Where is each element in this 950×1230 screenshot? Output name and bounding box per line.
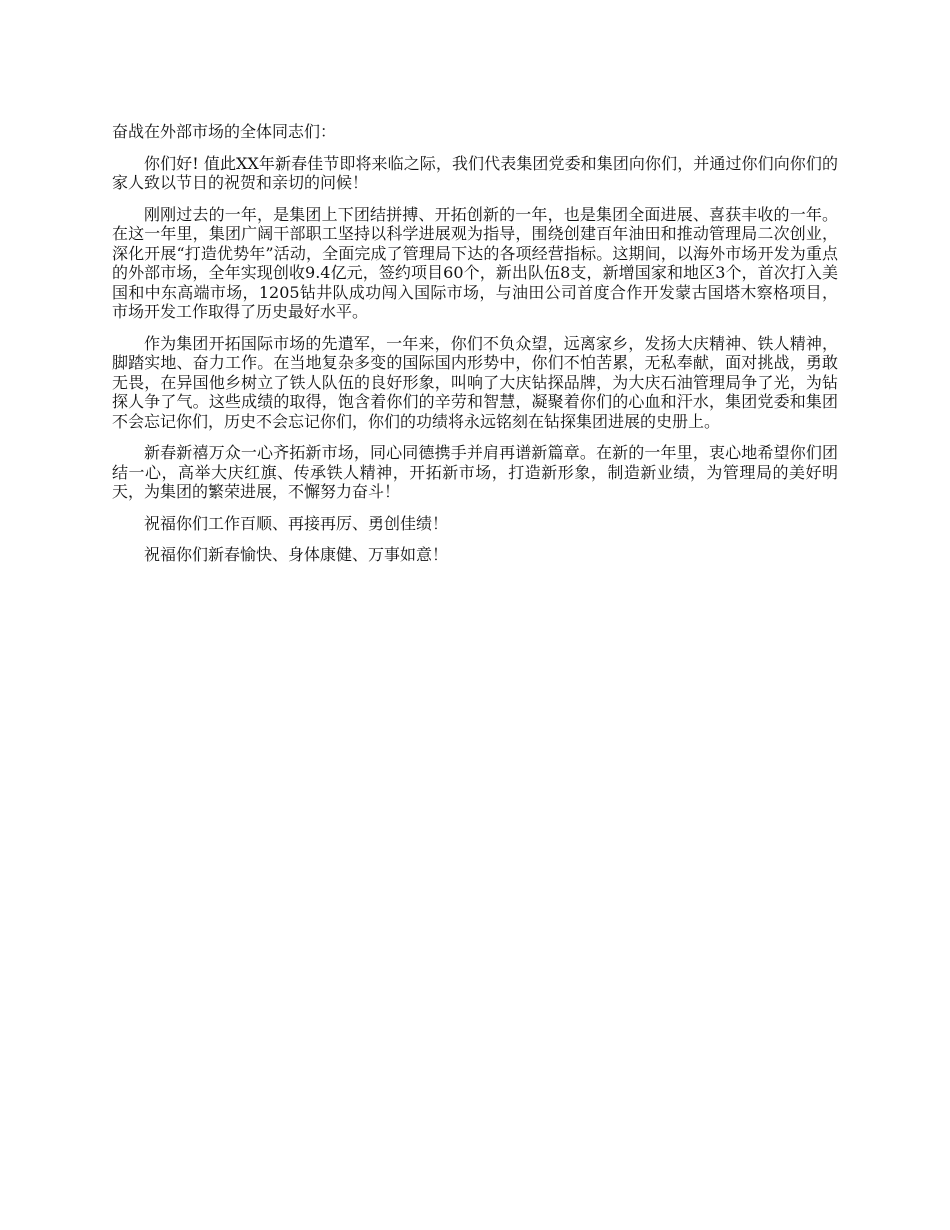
praise-paragraph: 作为集团开拓国际市场的先遣军，一年来，你们不负众望，远离家乡，发扬大庆精神、铁人精神，脚踏实地、奋力工作。在当地复杂多变的国际国内形势中，你们不怕苦累，无私奉献，面对挑战，勇敢无畏，在异国他乡树立了铁人队伍的良好形象，叫响了大庆钻探品牌，为大庆石油管理局争了光，为钻探人争了气。这些成绩的取得，饱含着你们的辛劳和智慧，凝聚着你们的心血和汗水，集团党委和集团不会忘记你们，历史不会忘记你们，你们的功绩将永远铭刻在钻探集团进展的史册上。: [112, 333, 838, 431]
achievements-paragraph: 刚刚过去的一年，是集团上下团结拼搏、开拓创新的一年，也是集团全面进展、喜获丰收的一年。在这一年里，集团广阔干部职工坚持以科学进展观为指导，围绕创建百年油田和推动管理局二次创业，深化开展“打造优势年”活动，全面完成了管理局下达的各项经营指标。这期间，以海外市场开发为重点的外部市场，全年实现创收9.4亿元，签约项目60个，新出队伍8支，新增国家和地区3个，首次打入美国和中东高端市场，1205钻井队成功闯入国际市场，与油田公司首度合作开发蒙古国塔木察格项目，市场开发工作取得了历史最好水平。: [112, 204, 838, 321]
document-page: [112, 122, 838, 577]
greeting-paragraph: 你们好! 值此XX年新春佳节即将来临之际，我们代表集团党委和集团向你们，并通过你们向你们的家人致以节日的祝贺和亲切的问候！: [112, 153, 838, 192]
blessing-work-paragraph: 祝福你们工作百顺、再接再厉、勇创佳绩！: [144, 513, 449, 533]
letter-salutation: 奋战在外部市场的全体同志们：: [112, 122, 337, 141]
new-year-hope-paragraph: 新春新禧万众一心齐拓新市场，同心同德携手并肩再谱新篇章。在新的一年里，衷心地希望你们团结一心，高举大庆红旗、传承铁人精神，开拓新市场，打造新形象，制造新业绩，为管理局的美好明天，为集团的繁荣进展，不懈努力奋斗！: [112, 443, 838, 501]
blessing-health-paragraph: 祝福你们新春愉快、身体康健、万事如意！: [144, 545, 449, 564]
